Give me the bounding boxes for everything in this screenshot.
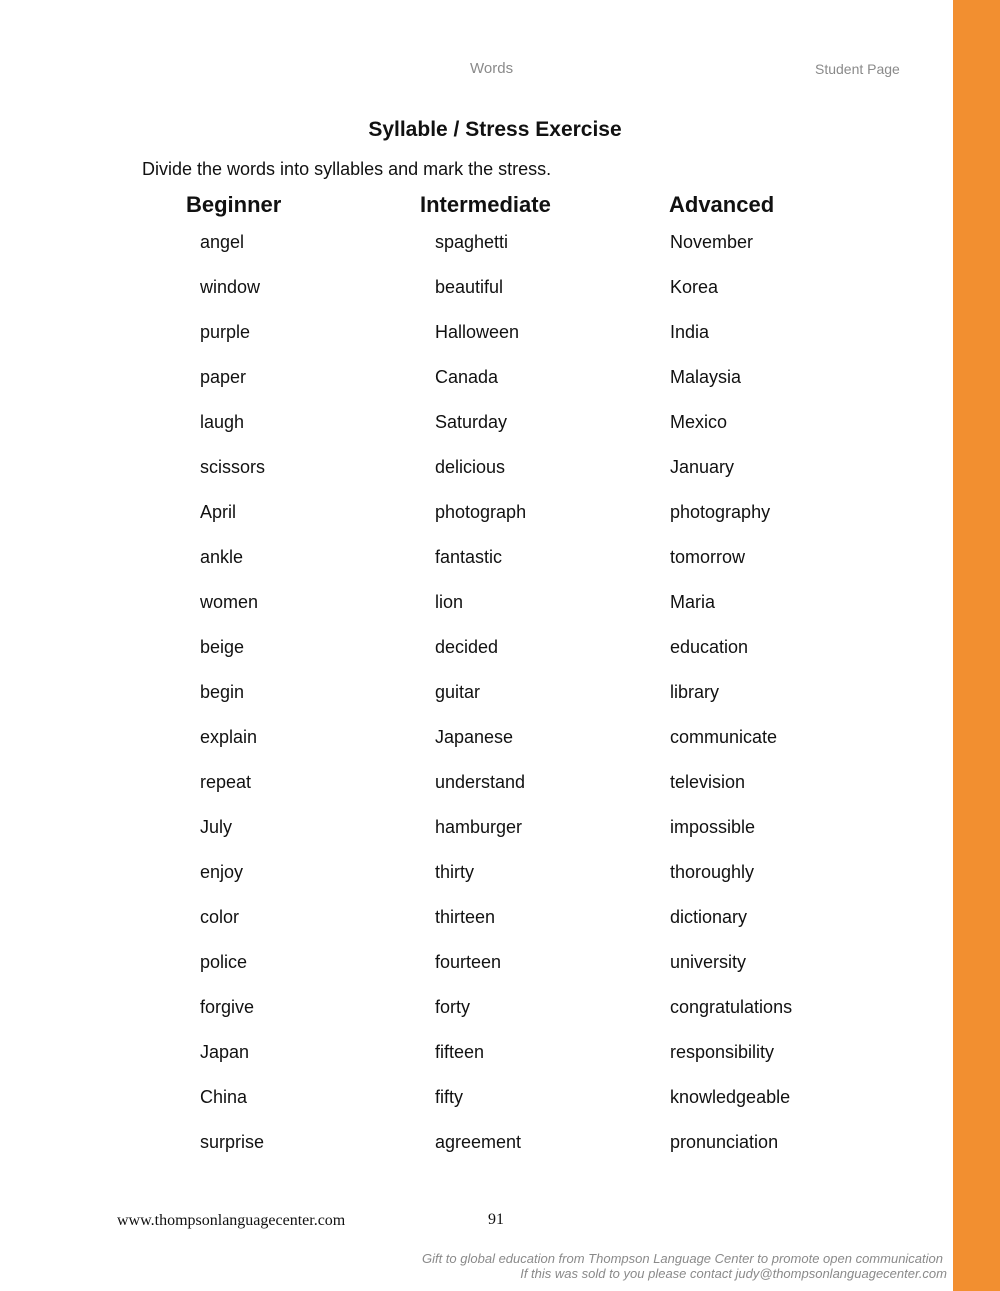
word-item: tomorrow [670,547,746,567]
word-item: forty [435,997,471,1017]
word-item: angel [200,232,245,252]
footer-note-line2: If this was sold to you please contact judy@thompsonlanguagecenter.com [520,1266,947,1281]
column-heading-intermediate: Intermediate [420,192,551,217]
word-item: fourteen [435,952,502,972]
word-item: enjoy [200,862,244,882]
word-item: Maria [670,592,716,612]
word-item: responsibility [670,1042,775,1062]
word-item: beige [200,637,245,657]
word-item: window [200,277,261,297]
word-item: photography [670,502,771,522]
word-item: January [670,457,735,477]
word-item: China [200,1087,248,1107]
word-item: hamburger [435,817,523,837]
word-item: Japanese [435,727,514,747]
word-item: congratulations [670,997,793,1017]
word-item: purple [200,322,251,342]
word-item: knowledgeable [670,1087,791,1107]
column-heading-advanced: Advanced [669,192,775,217]
word-item: women [200,592,259,612]
word-item: November [670,232,754,252]
word-item: fantastic [435,547,503,567]
word-item: begin [200,682,245,702]
word-item: forgive [200,997,255,1017]
word-item: explain [200,727,258,747]
word-item: India [670,322,710,342]
word-item: thoroughly [670,862,755,882]
word-item: color [200,907,240,927]
word-item: April [200,502,237,522]
word-item: Korea [670,277,719,297]
word-item: spaghetti [435,232,509,252]
word-item: delicious [435,457,506,477]
header-section-label: Words [470,60,514,77]
word-item: Japan [200,1042,250,1062]
page-title: Syllable / Stress Exercise [368,118,622,141]
word-item: dictionary [670,907,748,927]
word-item: university [670,952,747,972]
word-item: communicate [670,727,778,747]
word-item: thirteen [435,907,496,927]
word-item: paper [200,367,247,387]
word-item: agreement [435,1132,522,1152]
word-item: education [670,637,749,657]
word-list-advanced [670,229,792,1174]
word-item: impossible [670,817,756,837]
word-item: pronunciation [670,1132,779,1152]
word-item: Halloween [435,322,520,342]
footer-note-line1: Gift to global education from Thompson Language Center to promote open communication [421,1251,943,1266]
instructions-text: Divide the words into syllables and mark the stress. [142,159,552,179]
word-item: Saturday [435,412,508,432]
word-item: fifteen [435,1042,485,1062]
word-item: repeat [200,772,252,792]
word-item: beautiful [435,277,504,297]
word-item: guitar [435,682,481,702]
word-item: Malaysia [670,367,742,387]
word-item: scissors [200,457,266,477]
word-item: decided [435,637,499,657]
word-list-beginner [200,229,265,1174]
word-item: lion [435,592,464,612]
footer-url: www.thompsonlanguagecenter.com [117,1212,346,1229]
word-item: thirty [435,862,475,882]
word-item: ankle [200,547,244,567]
word-item: surprise [200,1132,265,1152]
word-list-intermediate [435,229,526,1174]
word-item: Canada [435,367,499,387]
column-heading-beginner: Beginner [186,192,282,217]
word-item: laugh [200,412,245,432]
header-page-label: Student Page [815,61,900,77]
word-item: fifty [435,1087,464,1107]
word-item: police [200,952,248,972]
word-item: understand [435,772,526,792]
word-item: Mexico [670,412,728,432]
word-item: photograph [435,502,527,522]
word-item: July [200,817,233,837]
word-item: library [670,682,720,702]
word-item: television [670,772,746,792]
footer-page-number: 91 [488,1211,504,1228]
orange-side-bar [953,0,1000,1291]
